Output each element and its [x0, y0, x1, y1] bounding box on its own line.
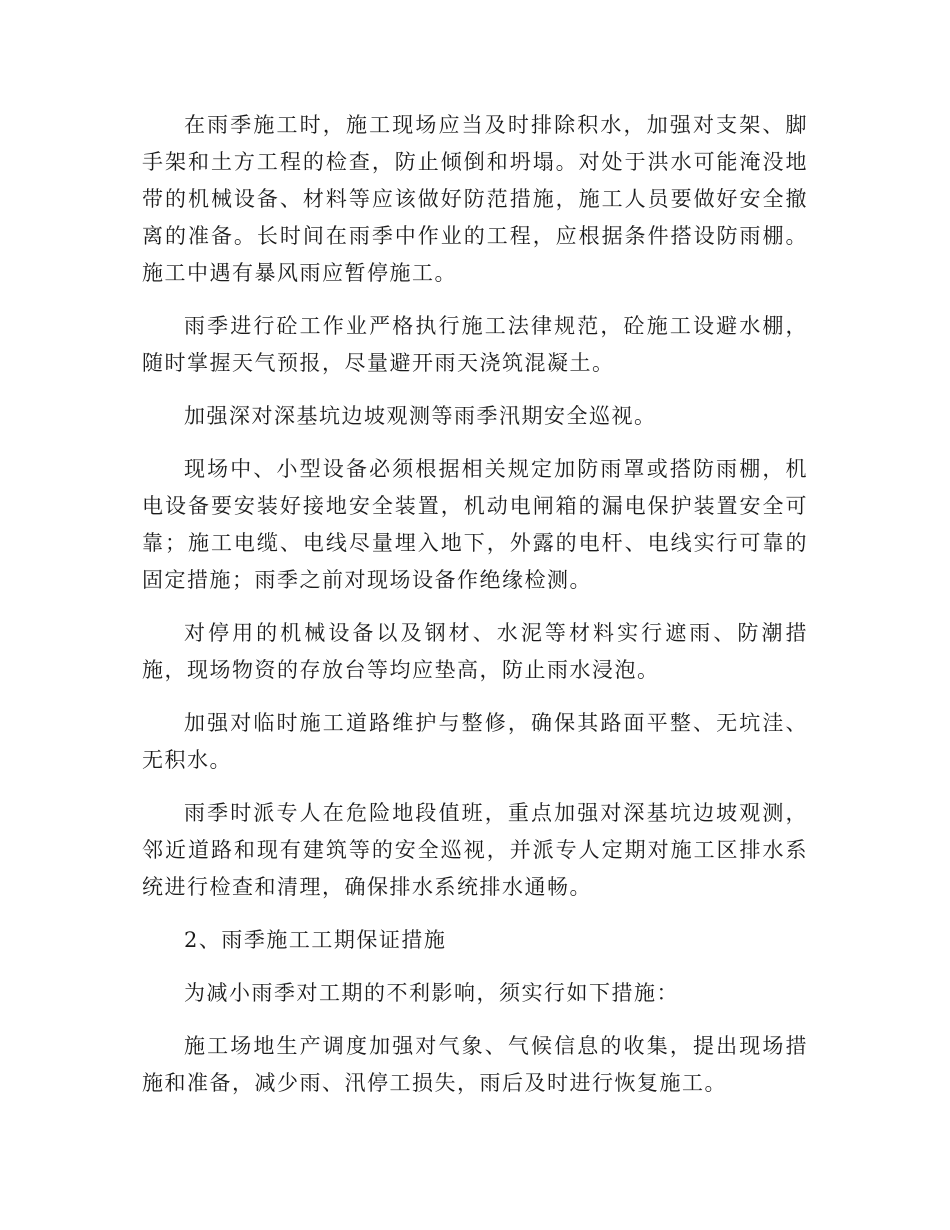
section-paragraph-1: 为减小雨季对工期的不利影响，须实行如下措施： [184, 981, 679, 1005]
section-paragraph-2: 施工场地生产调度加强对气象、气候信息的收集，提出现场措施和准备，减少雨、汛停工损失，雨后及时进行恢复施工。 [142, 1034, 808, 1095]
paragraph-6: 加强对临时施工道路维护与整修，确保其路面平整、无坑洼、无积水。 [142, 711, 808, 772]
section-heading: 2、雨季施工工期保证措施 [184, 928, 447, 952]
paragraph-4: 现场中、小型设备必须根据相关规定加防雨罩或搭防雨棚，机电设备要安装好接地安全装置，机动电闸箱的漏电保护装置安全可靠；施工电缆、电线尽量埋入地下，外露的电杆、电线实行可靠的固定措施；雨季之前对现场设备作绝缘检测。 [142, 457, 808, 592]
paragraph-2: 雨季进行砼工作业严格执行施工法律规范，砼施工设避水棚，随时掌握天气预报，尽量避开雨天浇筑混凝土。 [142, 314, 808, 375]
paragraph-5: 对停用的机械设备以及钢材、水泥等材料实行遮雨、防潮措施，现场物资的存放台等均应垫高，防止雨水浸泡。 [142, 621, 808, 682]
paragraph-3: 加强深对深基坑边坡观测等雨季汛期安全巡视。 [184, 404, 657, 428]
document-body [142, 107, 808, 1118]
paragraph-1: 在雨季施工时，施工现场应当及时排除积水，加强对支架、脚手架和土方工程的检查，防止倾倒和坍塌。对处于洪水可能淹没地带的机械设备、材料等应该做好防范措施，施工人员要做好安全撤离的准备。长时间在雨季中作业的工程，应根据条件搭设防雨棚。施工中遇有暴风雨应暂停施工。 [142, 113, 808, 285]
paragraph-7: 雨季时派专人在危险地段值班，重点加强对深基坑边坡观测，邻近道路和现有建筑等的安全巡视，并派专人定期对施工区排水系统进行检查和清理，确保排水系统排水通畅。 [142, 801, 808, 899]
